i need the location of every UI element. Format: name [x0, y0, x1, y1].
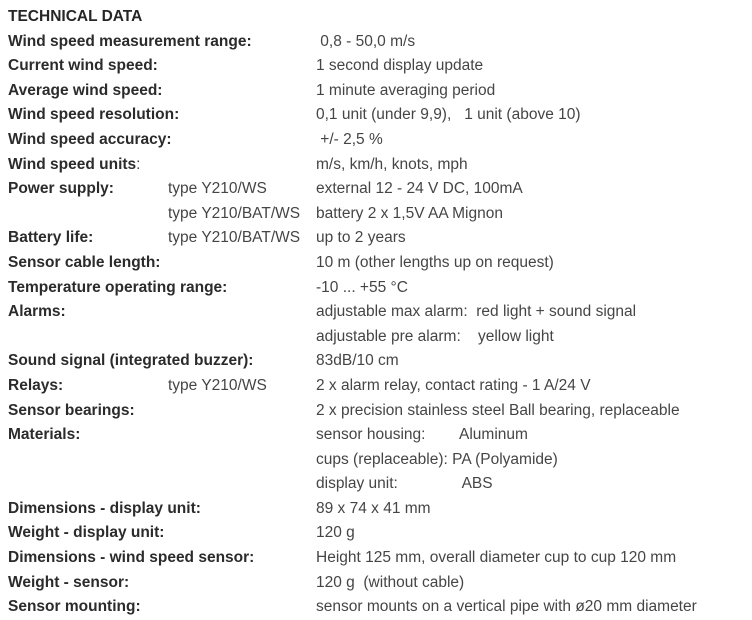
- spec-row: [8, 497, 752, 522]
- spec-value: 2 x precision stainless steel Ball bearing, replaceable: [316, 401, 680, 419]
- spec-table: [8, 30, 752, 620]
- spec-type-variant: type Y210/WS: [168, 376, 267, 394]
- spec-value: sensor mounts on a vertical pipe with ø20 mm diameter: [316, 598, 697, 616]
- spec-label: [8, 399, 168, 424]
- spec-label-text: Wind speed measurement range:: [8, 32, 252, 50]
- spec-row: [8, 177, 752, 202]
- spec-row: [8, 595, 752, 620]
- spec-label: [8, 276, 228, 301]
- spec-label-text: Sensor cable length:: [8, 253, 161, 271]
- spec-value: battery 2 x 1,5V AA Mignon: [316, 204, 503, 222]
- spec-row: [8, 472, 752, 497]
- spec-label-text: Sensor mounting:: [8, 598, 141, 616]
- spec-value: Height 125 mm, overall diameter cup to cup 120 mm: [316, 549, 677, 567]
- spec-label-text: Wind speed units: [8, 155, 137, 173]
- title-row: [8, 5, 752, 30]
- spec-row: [8, 521, 752, 546]
- spec-value: +/- 2,5 %: [316, 130, 383, 148]
- spec-label: [8, 546, 255, 571]
- spec-row: [8, 276, 752, 301]
- spec-label-text: Weight - sensor:: [8, 573, 130, 591]
- spec-row: [8, 571, 752, 596]
- spec-value: 10 m (other lengths up on request): [316, 253, 554, 271]
- spec-label: [8, 153, 168, 178]
- spec-label: [8, 423, 168, 448]
- spec-label: [8, 374, 168, 399]
- spec-row: [8, 153, 752, 178]
- spec-row: [8, 251, 752, 276]
- spec-label: [8, 521, 168, 546]
- spec-row: [8, 546, 752, 571]
- spec-value: adjustable max alarm: red light + sound signal: [316, 303, 637, 321]
- spec-value: 1 second display update: [316, 57, 484, 75]
- spec-label-text: Wind speed resolution:: [8, 106, 180, 124]
- spec-label-text: Temperature operating range:: [8, 278, 228, 296]
- spec-row: [8, 128, 752, 153]
- spec-row: [8, 79, 752, 104]
- spec-label-text: Alarms:: [8, 303, 66, 321]
- spec-label-text: Sensor bearings:: [8, 401, 135, 419]
- spec-value: external 12 - 24 V DC, 100mA: [316, 180, 523, 198]
- spec-row: [8, 399, 752, 424]
- spec-label: [8, 251, 168, 276]
- spec-row: [8, 202, 752, 227]
- spec-value: 0,8 - 50,0 m/s: [316, 32, 416, 50]
- spec-value: m/s, km/h, knots, mph: [316, 155, 468, 173]
- spec-label: [8, 497, 201, 522]
- spec-label: [8, 595, 168, 620]
- spec-row: [8, 103, 752, 128]
- spec-label: [8, 54, 168, 79]
- spec-value: 120 g (without cable): [316, 573, 465, 591]
- spec-row: [8, 30, 752, 55]
- spec-label: [8, 128, 172, 153]
- spec-label-suffix: :: [136, 155, 141, 173]
- spec-label-text: Dimensions - display unit:: [8, 499, 201, 517]
- spec-value: 120 g: [316, 524, 355, 542]
- spec-label: [8, 300, 168, 325]
- spec-value: 83dB/10 cm: [316, 352, 399, 370]
- spec-value: display unit: ABS: [316, 475, 493, 493]
- spec-label-text: Battery life:: [8, 229, 94, 247]
- spec-type-variant: type Y210/BAT/WS: [168, 229, 301, 247]
- spec-value: 89 x 74 x 41 mm: [316, 499, 431, 517]
- spec-row: [8, 325, 752, 350]
- spec-label-text: Dimensions - wind speed sensor:: [8, 549, 255, 567]
- spec-label: [8, 103, 180, 128]
- spec-row: [8, 54, 752, 79]
- spec-row: [8, 226, 752, 251]
- spec-label: [8, 79, 168, 104]
- spec-label-text: Average wind speed:: [8, 81, 163, 99]
- spec-value: adjustable pre alarm: yellow light: [316, 327, 554, 345]
- spec-value: cups (replaceable): PA (Polyamide): [316, 450, 558, 468]
- spec-label: [8, 177, 168, 202]
- spec-label: [8, 349, 254, 374]
- spec-label-text: Weight - display unit:: [8, 524, 165, 542]
- spec-value: 2 x alarm relay, contact rating - 1 A/24 V: [316, 376, 591, 394]
- spec-label: [8, 30, 252, 55]
- spec-label-text: Sound signal (integrated buzzer):: [8, 352, 254, 370]
- spec-row: [8, 349, 752, 374]
- spec-value: sensor housing: Aluminum: [316, 426, 528, 444]
- spec-label-text: Materials:: [8, 426, 81, 444]
- spec-row: [8, 374, 752, 399]
- spec-row: [8, 423, 752, 448]
- spec-row: [8, 300, 752, 325]
- spec-label-text: Wind speed accuracy:: [8, 130, 172, 148]
- spec-value: 1 minute averaging period: [316, 81, 496, 99]
- spec-label-text: Relays:: [8, 376, 64, 394]
- spec-value: up to 2 years: [316, 229, 406, 247]
- spec-value: 0,1 unit (under 9,9), 1 unit (above 10): [316, 106, 581, 124]
- spec-label: [8, 571, 168, 596]
- page-title: TECHNICAL DATA: [8, 8, 143, 25]
- spec-label-text: Current wind speed:: [8, 57, 158, 75]
- spec-label-text: Power supply:: [8, 180, 114, 198]
- spec-type-variant: type Y210/WS: [168, 180, 267, 198]
- spec-type-variant: type Y210/BAT/WS: [168, 204, 301, 222]
- spec-value: -10 ... +55 °C: [316, 278, 408, 296]
- spec-label: [8, 226, 168, 251]
- spec-row: [8, 448, 752, 473]
